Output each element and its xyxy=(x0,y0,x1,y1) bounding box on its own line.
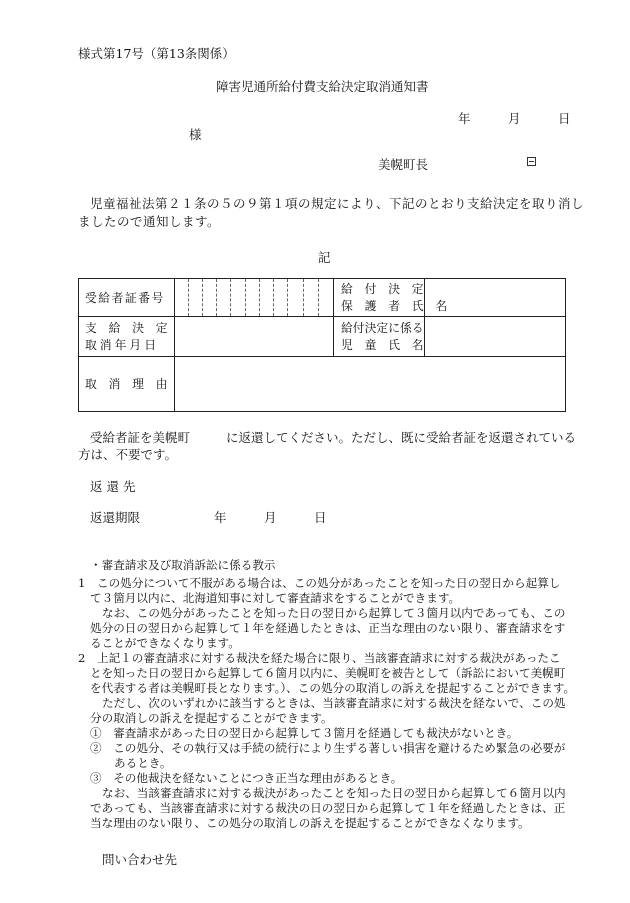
seal-icon xyxy=(527,157,536,166)
child-label-1: 給付決定に係る xyxy=(341,321,424,335)
issuer: 美幌町長 xyxy=(378,157,429,172)
cancel-date-label-1: 支 給 決 定 xyxy=(85,321,168,335)
appeal-line: 分の取消しの訴えを提起することができます。 xyxy=(90,711,333,725)
appeal-line: て３箇月以内に、北海道知事に対して審査請求をすることができます。 xyxy=(90,591,461,605)
intro-line-1: 児童福祉法第２１条の５の９第１項の規定により、下記のとおり支給決定を取り消し xyxy=(90,196,585,211)
return-line-2: 方は、不要です。 xyxy=(78,447,178,462)
appeal-line: なお、この処分があったことを知った日の翌日から起算して３箇月以内であっても、この xyxy=(102,606,566,620)
cancellation-table xyxy=(78,278,566,412)
appeal-line: 2 上記１の審査請求に対する裁決を経た場合に限り、当該審査請求に対する裁決があったこ xyxy=(78,651,561,665)
appeal-line: であっても、当該審査請求に対する裁決の日の翌日から起算して１年を経過したときは、正 xyxy=(90,801,566,815)
cancel-date-label-2: 取消年月日 xyxy=(85,338,159,352)
form-number: 様式第17号（第13条関係） xyxy=(78,46,235,61)
appeal-line: ただし、次のいずれかに該当するときは、当該審査請求に対する裁決を経ないで、この処 xyxy=(102,696,566,710)
appeal-heading: ・審査請求及び取消訴訟に係る教示 xyxy=(90,558,276,572)
appeal-line: ることができなくなります。 xyxy=(90,636,240,650)
return-line-1a: 受給者証を美幌町 xyxy=(90,430,191,445)
return-destination-label: 返 還 先 xyxy=(90,479,136,494)
guardian-label-2: 保 護 者 氏 名 xyxy=(341,299,448,313)
appeal-line: あるとき。 xyxy=(114,756,172,770)
deadline-day: 日 xyxy=(314,510,327,525)
appeal-line: ① 審査請求があった日の翌日から起算して３箇月を経過しても裁決がないとき。 xyxy=(90,726,519,740)
appeal-line: を代表する者は美幌町長となります。）、この処分の取消しの訴えを提起することができます。 xyxy=(90,681,576,695)
intro-line-2: ましたので通知します。 xyxy=(78,214,221,229)
appeal-line: ③ その他裁決を経ないことにつき正当な理由があるとき。 xyxy=(90,771,403,785)
appeal-line: 1 この処分について不服がある場合は、この処分があったことを知った日の翌日から起算し xyxy=(78,576,561,590)
return-line-1b: に返還してください。ただし、既に受給者証を返還されている xyxy=(226,430,577,445)
date-year: 年 xyxy=(458,111,471,126)
appeal-line: 当な理由のない限り、この処分の取消しの訴えを提起することができなくなります。 xyxy=(90,816,530,830)
addressee-suffix: 様 xyxy=(189,127,202,142)
appeal-line: 処分の日の翌日から起算して１年を経過したときは、正当な理由のない限り、審査請求をす xyxy=(90,621,566,635)
recipient-number-label: 受給者証番号 xyxy=(85,291,165,305)
contact-label: 問い合わせ先 xyxy=(102,852,178,867)
document-title: 障害児通所給付費支給決定取消通知書 xyxy=(216,79,429,94)
deadline-month: 月 xyxy=(264,510,277,525)
ki-heading: 記 xyxy=(318,250,331,265)
appeal-line: ② この処分、その執行又は手続の続行により生ずる著しい損害を避けるため緊急の必要が xyxy=(90,741,566,755)
guardian-label-1: 給 付 決 定 xyxy=(341,282,424,296)
date-month: 月 xyxy=(508,111,521,126)
reason-label: 取 消 理 由 xyxy=(85,377,168,391)
date-day: 日 xyxy=(558,111,571,126)
appeal-line: なお、当該審査請求に対する裁決があったことを知った日の翌日から起算して６箇月以内 xyxy=(102,786,566,800)
return-deadline-label: 返還期限 xyxy=(90,510,141,525)
child-label-2: 児 童 氏 名 xyxy=(341,338,424,352)
appeal-line: とを知った日の翌日から起算して６箇月以内に、美幌町を被告として（訴訟において美幌町 xyxy=(90,666,566,680)
deadline-year: 年 xyxy=(214,510,227,525)
